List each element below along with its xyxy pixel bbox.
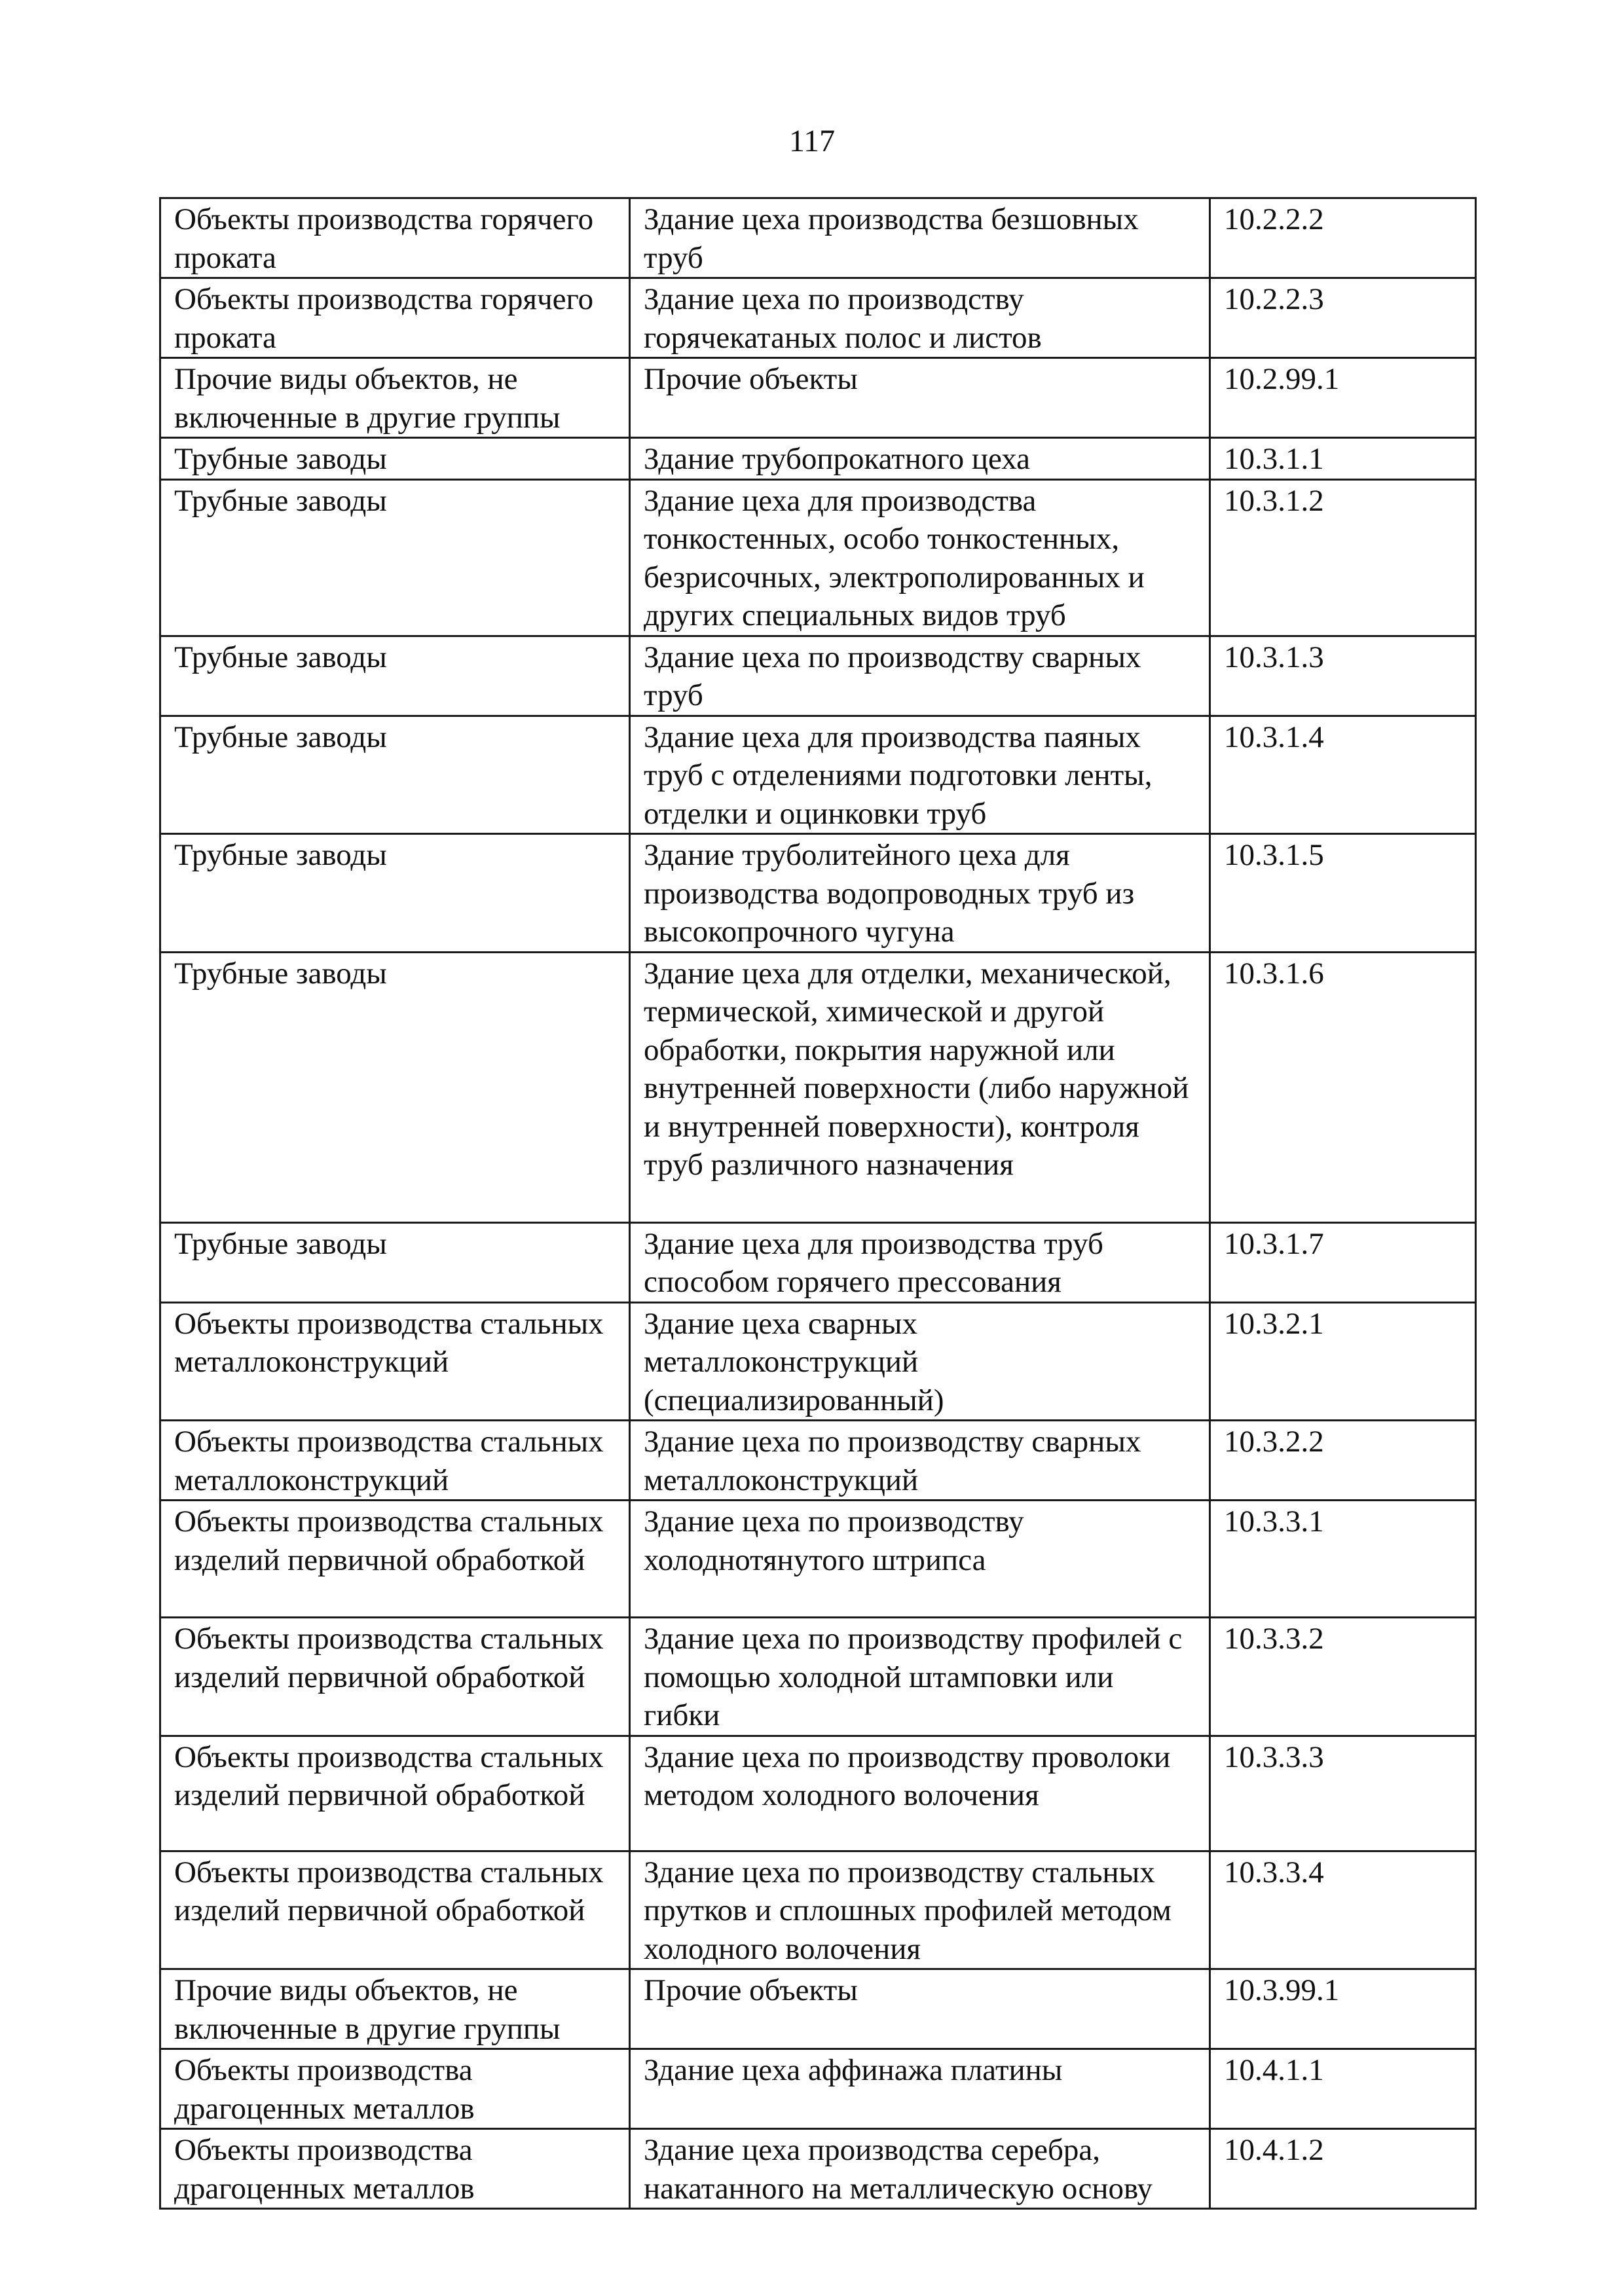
cell-code: 10.4.1.2 <box>1210 2129 1476 2209</box>
table-row <box>160 1851 1476 1969</box>
table-row <box>160 636 1476 716</box>
cell-building: Здание цеха производства серебра, накатанного на металлическую основу <box>630 2129 1210 2209</box>
cell-object-group: Трубные заводы <box>160 1222 630 1302</box>
table-row <box>160 1736 1476 1851</box>
cell-object-group: Объекты производства стальных изделий первичной обработкой <box>160 1736 630 1851</box>
cell-object-group: Трубные заводы <box>160 834 630 953</box>
cell-building: Здание трубопрокатного цеха <box>630 438 1210 480</box>
cell-building: Прочие объекты <box>630 1969 1210 2049</box>
table-row <box>160 479 1476 636</box>
table-row <box>160 1222 1476 1302</box>
table-row <box>160 2129 1476 2209</box>
cell-building: Здание цеха по производству сварных металлоконструкций <box>630 1421 1210 1501</box>
cell-object-group: Трубные заводы <box>160 636 630 716</box>
cell-code: 10.2.2.2 <box>1210 198 1476 278</box>
cell-object-group: Объекты производства стальных изделий первичной обработкой <box>160 1618 630 1736</box>
cell-code: 10.3.3.1 <box>1210 1501 1476 1618</box>
cell-code: 10.3.2.2 <box>1210 1421 1476 1501</box>
cell-code: 10.2.99.1 <box>1210 358 1476 438</box>
cell-building: Здание цеха по производству сварных труб <box>630 636 1210 716</box>
cell-object-group: Объекты производства стальных металлоконструкций <box>160 1421 630 1501</box>
cell-object-group: Прочие виды объектов, не включенные в другие группы <box>160 358 630 438</box>
cell-building: Здание труболитейного цеха для производства водопроводных труб из высокопрочного чугуна <box>630 834 1210 953</box>
cell-object-group: Прочие виды объектов, не включенные в другие группы <box>160 1969 630 2049</box>
table-row <box>160 1969 1476 2049</box>
cell-building: Здание цеха аффинажа платины <box>630 2049 1210 2129</box>
table-row <box>160 2049 1476 2129</box>
cell-building: Здание цеха для отделки, механической, термической, химической и другой обработки, покрытия наружной или внутренней поверхности (либо наружной и внутренней поверхности), контроля труб различного назначения <box>630 952 1210 1222</box>
cell-building: Здание цеха сварных металлоконструкций (специализированный) <box>630 1302 1210 1421</box>
cell-building: Здание цеха по производству горячекатаных полос и листов <box>630 278 1210 358</box>
cell-building: Здание цеха для производства паяных труб с отделениями подготовки ленты, отделки и оцинковки труб <box>630 716 1210 834</box>
table-row <box>160 438 1476 480</box>
cell-object-group: Трубные заводы <box>160 716 630 834</box>
cell-object-group: Трубные заводы <box>160 479 630 636</box>
cell-object-group: Объекты производства горячего проката <box>160 198 630 278</box>
cell-object-group: Трубные заводы <box>160 952 630 1222</box>
cell-building: Прочие объекты <box>630 358 1210 438</box>
cell-code: 10.3.3.3 <box>1210 1736 1476 1851</box>
cell-code: 10.3.99.1 <box>1210 1969 1476 2049</box>
cell-code: 10.3.3.2 <box>1210 1618 1476 1736</box>
classification-table <box>159 197 1477 2210</box>
cell-object-group: Трубные заводы <box>160 438 630 480</box>
cell-building: Здание цеха производства безшовных труб <box>630 198 1210 278</box>
table-row <box>160 952 1476 1222</box>
cell-object-group: Объекты производства стальных изделий первичной обработкой <box>160 1501 630 1618</box>
cell-code: 10.3.1.2 <box>1210 479 1476 636</box>
table-row <box>160 358 1476 438</box>
table-row <box>160 1618 1476 1736</box>
cell-code: 10.3.1.1 <box>1210 438 1476 480</box>
cell-object-group: Объекты производства горячего проката <box>160 278 630 358</box>
cell-building: Здание цеха по производству проволоки методом холодного волочения <box>630 1736 1210 1851</box>
cell-building: Здание цеха для производства труб способом горячего прессования <box>630 1222 1210 1302</box>
cell-building: Здание цеха для производства тонкостенных, особо тонкостенных, безрисочных, электрополированных и других специальных видов труб <box>630 479 1210 636</box>
page-number: 117 <box>788 124 836 158</box>
table-row <box>160 1421 1476 1501</box>
cell-code: 10.3.1.5 <box>1210 834 1476 953</box>
cell-object-group: Объекты производства стальных изделий первичной обработкой <box>160 1851 630 1969</box>
cell-code: 10.3.1.3 <box>1210 636 1476 716</box>
table-row <box>160 198 1476 278</box>
table-row <box>160 834 1476 953</box>
cell-code: 10.4.1.1 <box>1210 2049 1476 2129</box>
cell-object-group: Объекты производства стальных металлоконструкций <box>160 1302 630 1421</box>
cell-object-group: Объекты производства драгоценных металлов <box>160 2049 630 2129</box>
cell-code: 10.2.2.3 <box>1210 278 1476 358</box>
table-row <box>160 1302 1476 1421</box>
cell-code: 10.3.1.6 <box>1210 952 1476 1222</box>
cell-code: 10.3.3.4 <box>1210 1851 1476 1969</box>
cell-object-group: Объекты производства драгоценных металлов <box>160 2129 630 2209</box>
cell-code: 10.3.2.1 <box>1210 1302 1476 1421</box>
cell-code: 10.3.1.4 <box>1210 716 1476 834</box>
table-row <box>160 278 1476 358</box>
table-row <box>160 1501 1476 1618</box>
cell-code: 10.3.1.7 <box>1210 1222 1476 1302</box>
cell-building: Здание цеха по производству холоднотянутого штрипса <box>630 1501 1210 1618</box>
cell-building: Здание цеха по производству стальных прутков и сплошных профилей методом холодного волочения <box>630 1851 1210 1969</box>
cell-building: Здание цеха по производству профилей с помощью холодной штамповки или гибки <box>630 1618 1210 1736</box>
table-row <box>160 716 1476 834</box>
